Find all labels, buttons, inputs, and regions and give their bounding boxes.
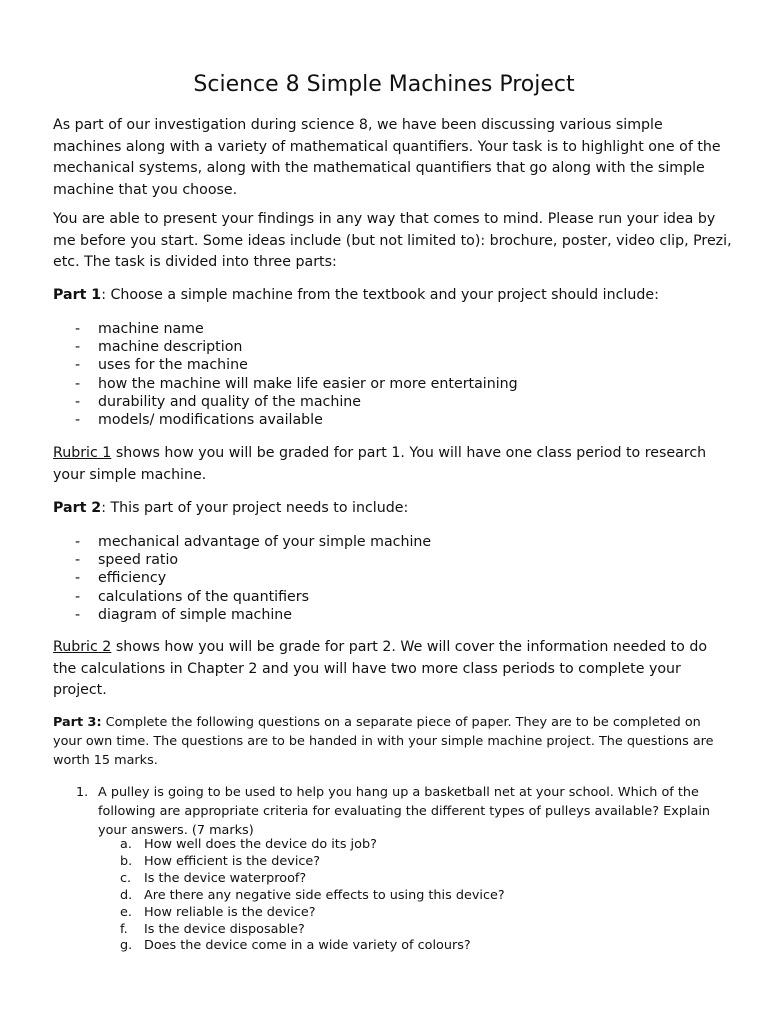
dash-bullet: - — [75, 321, 81, 337]
dash-bullet: - — [75, 534, 81, 550]
list-item: - calculations of the quantifiers — [75, 588, 309, 605]
list-item: - speed ratio — [75, 552, 179, 569]
option-item: f. Is the device disposable? — [120, 921, 305, 937]
rubric1-paragraph: Rubric 1 shows how you will be graded for part 1. You will have one class period to research your simple machine. — [53, 445, 707, 483]
presentation-paragraph: You are able to present your findings in any way that comes to mind. Please run your idea by me before you start. Some ideas include (but not limited to): brochure, poster, video clip, Prezi, etc. The task is divided into three parts: — [53, 211, 732, 270]
part1-label: Part 1 — [53, 287, 102, 303]
dash-bullet: - — [75, 552, 81, 569]
list-item: - machine description — [75, 339, 243, 356]
dash-bullet: - — [75, 357, 81, 374]
part2-text: : This part of your project needs to include: — [101, 500, 409, 516]
part1-text: : Choose a simple machine from the textbook and your project should include: — [101, 287, 659, 303]
option-item: e. How reliable is the device? — [120, 904, 316, 920]
dash-bullet: - — [75, 570, 81, 587]
dash-bullet: - — [75, 339, 81, 356]
option-item: g. Does the device come in a wide variety of colours? — [120, 938, 471, 954]
dash-bullet: - — [75, 375, 81, 392]
dash-bullet: - — [75, 588, 81, 605]
list-item: - machine name — [75, 321, 204, 337]
rubric1-link: Rubric 1 — [53, 445, 112, 461]
part3-text: Complete the following questions on a separate piece of paper. They are to be completed on your own time. The questions are to be handed in with your simple machine project. The questions are worth 15 marks. — [53, 715, 714, 769]
rubric2-paragraph: Rubric 2 shows how you will be grade for part 2. We will cover the information needed to do the calculations in Chapter 2 and you will have two more class periods to complete your project. — [53, 639, 708, 698]
intro-paragraph: As part of our investigation during science 8, we have been discussing various simple machines along with a variety of mathematical quantifiers. Your task is to highlight one of the mechanical systems, along with the mathematical quantifiers that go along with the simple machine that you choose. — [53, 117, 721, 198]
option-item: c. Is the device waterproof? — [120, 870, 307, 886]
document-title: Science 8 Simple Machines Project — [193, 72, 575, 97]
part3-label: Part 3: — [53, 715, 102, 730]
option-item: a. How well does the device do its job? — [120, 837, 377, 852]
part1-heading — [53, 285, 733, 307]
question-text: A pulley is going to be used to help you hang up a basketball net at your school. Which of the following are appropriate criteria for evaluating the different types of pulleys available? Explain your answers. (7 marks) — [98, 785, 711, 839]
question-1 — [76, 783, 736, 841]
list-item: - efficiency — [75, 570, 167, 587]
part3-paragraph — [53, 713, 733, 771]
list-item: - mechanical advantage of your simple machine — [75, 534, 432, 550]
question-number: 1. — [76, 785, 89, 800]
question-1-options — [120, 837, 505, 955]
dash-bullet: - — [75, 393, 81, 410]
rubric2-link: Rubric 2 — [53, 639, 112, 655]
part2-label: Part 2 — [53, 500, 102, 516]
list-item: - uses for the machine — [75, 357, 248, 374]
list-item: - how the machine will make life easier or more entertaining — [75, 375, 518, 392]
part2-heading — [53, 498, 733, 520]
option-item: d. Are there any negative side effects to using this device? — [120, 887, 505, 903]
list-item: - durability and quality of the machine — [75, 393, 362, 410]
option-item: b. How efficient is the device? — [120, 853, 321, 869]
list-item: - models/ modifications available — [75, 412, 323, 429]
part2-list — [53, 533, 431, 624]
part1-list — [53, 320, 518, 429]
list-item: - diagram of simple machine — [75, 606, 292, 623]
dash-bullet: - — [75, 606, 81, 623]
dash-bullet: - — [75, 412, 81, 429]
